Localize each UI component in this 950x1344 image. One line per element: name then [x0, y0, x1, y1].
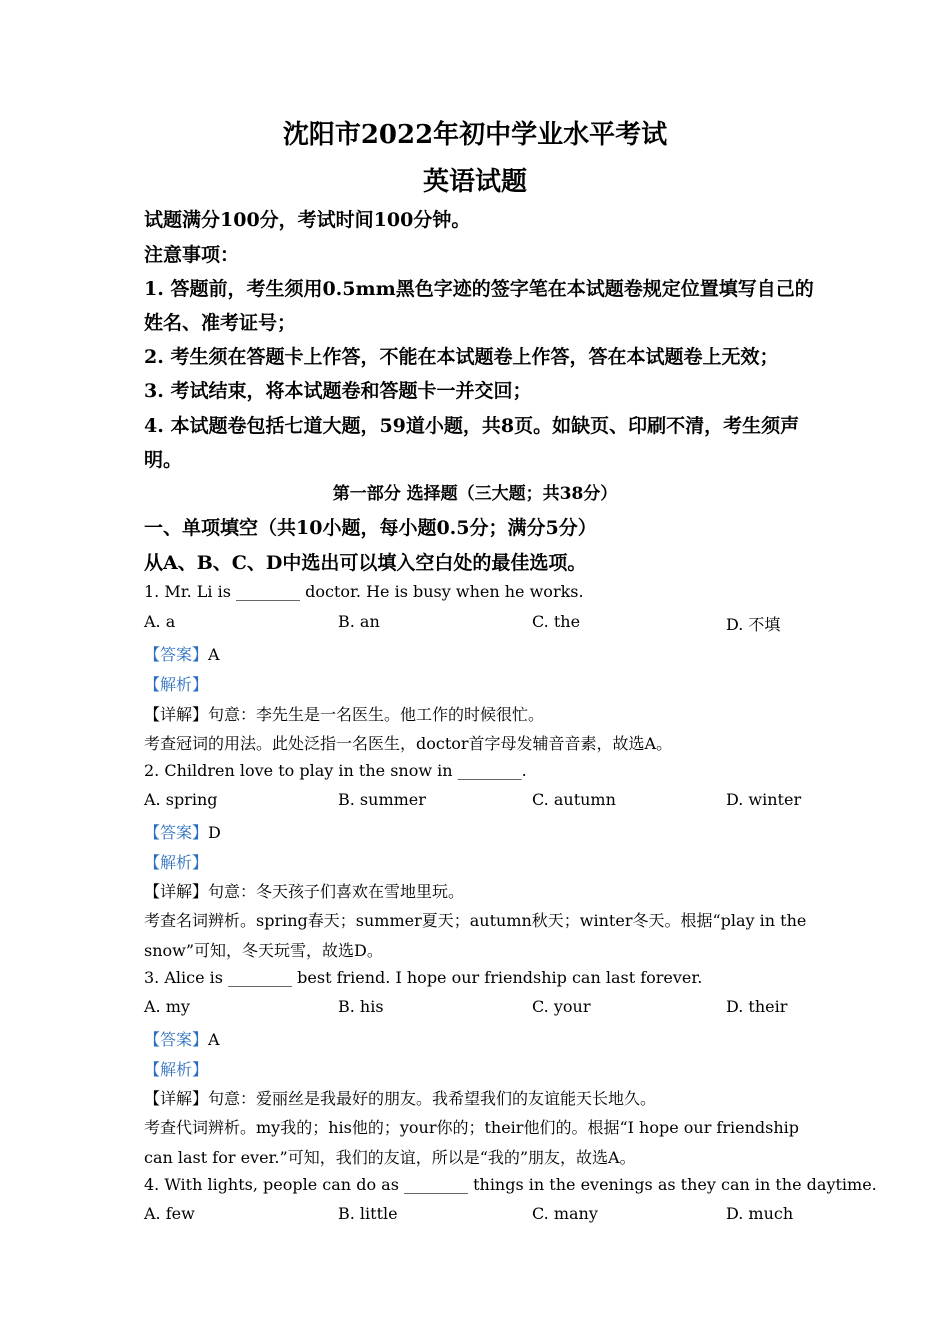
question-1-option-b: B. an: [338, 612, 380, 631]
question-3-explanation-line-1: 考查代词辨析。my我的；his他的；your你的；their他们的。根据“I hope our friendship: [144, 1118, 800, 1137]
question-4-option-b: B. little: [338, 1204, 398, 1223]
question-1-explanation: 考查冠词的用法。此处泛指一名医生，doctor首字母发辅音音素，故选A。: [144, 734, 673, 753]
question-3-stem: 3. Alice is ________ best friend. I hope our friendship can last forever.: [144, 968, 703, 987]
question-1-option-d: D. 不填: [726, 615, 781, 634]
detail-text: 句意：爱丽丝是我最好的朋友。我希望我们的友谊能天长地久。: [208, 1089, 657, 1108]
question-2-stem: 2. Children love to play in the snow in ________.: [144, 761, 527, 780]
question-2-detail: [144, 879, 464, 902]
detail-label: 【详解】: [144, 705, 209, 724]
question-4-stem: 4. With lights, people can do as ________ things in the evenings as they can in the daytime.: [144, 1175, 877, 1194]
detail-text: 句意：李先生是一名医生。他工作的时候很忙。: [208, 705, 545, 724]
question-4-option-c: C. many: [532, 1204, 598, 1223]
question-2-explanation-line-1: 考查名词辨析。spring春天；summer夏天；autumn秋天；winter冬天。根据“play in the: [144, 911, 807, 930]
section-direction: 从A、B、C、D中选出可以填入空白处的最佳选项。: [144, 552, 587, 574]
answer-label: 【答案】: [144, 645, 209, 664]
question-2-option-d: D. winter: [726, 790, 802, 809]
question-4-option-d: D. much: [726, 1204, 794, 1223]
question-3-analysis-label: 【解析】: [144, 1060, 209, 1079]
section-heading: 一、单项填空（共10小题，每小题0.5分；满分5分）: [144, 517, 597, 539]
note-4-line-2: 明。: [144, 449, 183, 471]
note-4-line-1: 4. 本试题卷包括七道大题，59道小题，共8页。如缺页、印刷不清，考生须声: [144, 415, 800, 437]
question-1-option-a: A. a: [144, 612, 176, 631]
answer-value: A: [208, 1030, 220, 1049]
note-1-line-2: 姓名、准考证号；: [144, 312, 297, 334]
question-4-option-a: A. few: [144, 1204, 195, 1223]
exam-title: 沈阳市2022年初中学业水平考试: [282, 120, 668, 150]
exam-subtitle: 英语试题: [422, 167, 527, 197]
question-2-option-b: B. summer: [338, 790, 426, 809]
note-1-line-1: 1. 答题前，考生须用0.5mm黑色字迹的签字笔在本试题卷规定位置填写自己的: [144, 278, 814, 300]
question-3-option-c: C. your: [532, 997, 591, 1016]
detail-label: 【详解】: [144, 882, 209, 901]
question-2-option-a: A. spring: [144, 790, 218, 809]
question-3-option-b: B. his: [338, 997, 384, 1016]
answer-value: A: [208, 645, 220, 664]
detail-label: 【详解】: [144, 1089, 209, 1108]
question-1-analysis-label: 【解析】: [144, 675, 209, 694]
answer-label: 【答案】: [144, 1030, 209, 1049]
note-2: 2. 考生须在答题卡上作答，不能在本试题卷上作答，答在本试题卷上无效；: [144, 346, 779, 368]
question-2-explanation-line-2: snow”可知，冬天玩雪，故选D。: [144, 941, 383, 960]
question-2-answer: [144, 820, 221, 843]
answer-value: D: [208, 823, 221, 842]
score-time-line: 试题满分100分，考试时间100分钟。: [144, 209, 471, 231]
notes-heading: 注意事项：: [144, 244, 240, 266]
question-1-stem: 1. Mr. Li is ________ doctor. He is busy when he works.: [144, 582, 584, 601]
question-3-detail: [144, 1086, 656, 1109]
question-3-answer: [144, 1027, 220, 1050]
question-2-option-c: C. autumn: [532, 790, 616, 809]
question-3-option-d: D. their: [726, 997, 788, 1016]
question-1-answer: [144, 642, 220, 665]
question-1-option-c: C. the: [532, 612, 581, 631]
detail-text: 句意：冬天孩子们喜欢在雪地里玩。: [208, 882, 465, 901]
question-2-analysis-label: 【解析】: [144, 853, 209, 872]
question-3-option-a: A. my: [144, 997, 190, 1016]
note-3: 3. 考试结束，将本试题卷和答题卡一并交回；: [144, 380, 532, 402]
question-1-detail: [144, 702, 544, 725]
part-title: 第一部分 选择题（三大题；共38分）: [332, 484, 618, 504]
question-3-explanation-line-2: can last for ever.”可知，我们的友谊，所以是“我的”朋友，故选A。: [144, 1148, 636, 1167]
answer-label: 【答案】: [144, 823, 209, 842]
